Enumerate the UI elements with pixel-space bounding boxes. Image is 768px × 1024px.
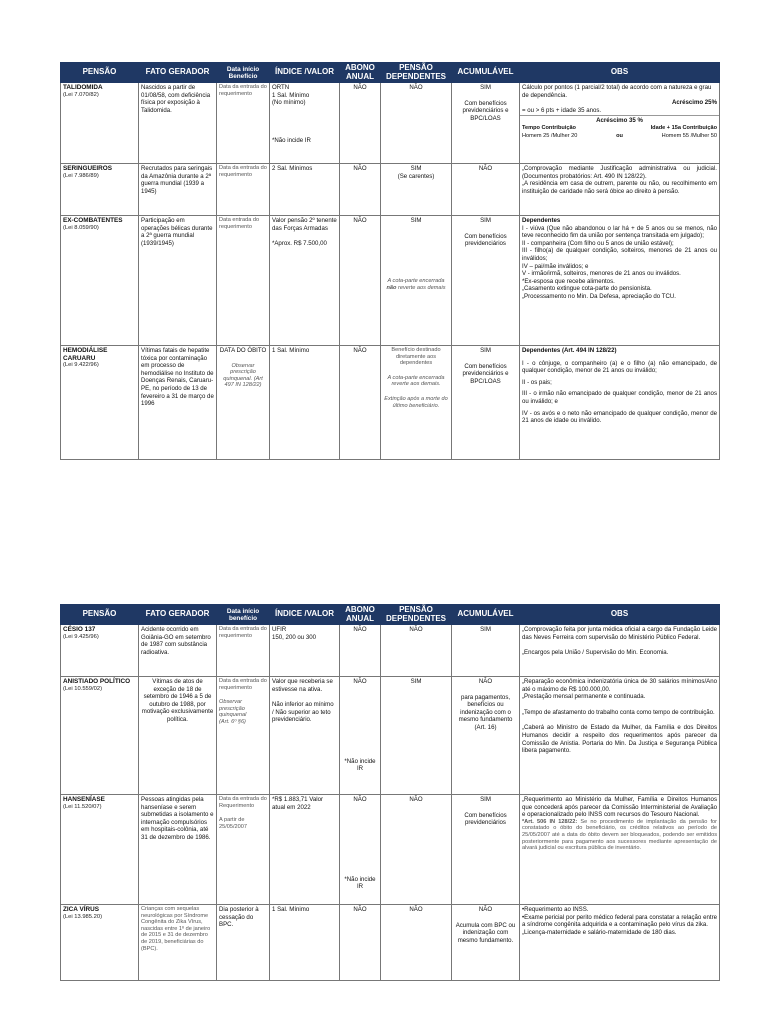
header-abono: ABONO ANUAL (340, 63, 381, 83)
data-inicio: Data da entrada do requerimento (217, 83, 270, 164)
abono-anual: NÃO (340, 346, 381, 460)
obs: „Comprovação feita por junta médica oficial a cargo da Fundação Leide das Neves Ferreira com supervisão do Ministério Público Federal. „Encargos pela União / Supervisão do Min. Economia. (520, 625, 720, 677)
indice-valor: Valor que receberia se estivesse na ativa. Não inferior ao mínimo / Não superior ao teto previdenciário. (270, 677, 340, 795)
abono-anual: NÃO *Não incide IR (340, 795, 381, 905)
header-indice: ÍNDICE /VALOR (270, 605, 340, 625)
indice-valor: Valor pensão 2º tenente das Forças Armadas *Aprox. R$ 7.500,00 (270, 216, 340, 346)
acumulavel: SIM Com benefícios previdenciários (452, 216, 520, 346)
pension-name: ZICA VÍRUS (Lei 13.985.20) (61, 905, 139, 981)
header-obs: OBS (520, 63, 720, 83)
table-header-row (61, 63, 720, 83)
acumulavel: NÃO para pagamentos, benefícios ou indenização com o mesmo fundamento (Art. 16) (452, 677, 520, 795)
data-inicio: Data da entrada do requerimento (217, 164, 270, 216)
data-inicio: Data da entrada do requerimento Observar prescrição quinquenal (Art. 6º §6) (217, 677, 270, 795)
pensao-dependentes: NÃO (381, 625, 452, 677)
indice-valor: 1 Sal. Mínimo (270, 346, 340, 460)
table-row (61, 677, 720, 795)
header-acumulavel: ACUMULÁVEL (452, 605, 520, 625)
acumulavel: SIM Com benefícios previdenciários e BPC/LOAS (452, 346, 520, 460)
obs: „Reparação econômica indenizatória única de 30 salários mínimos/Ano até o máximo de R$ 100.000,00. „Prestação mensal permanente e continuada. „Tempo de afastamento do trabalho conta como tempo de contribuição. „Caberá ao Ministro de Estado da Mulher, da Família e dos Direitos Humanos decidir a respeito dos requerimentos após parecer da Comissão de Anistia. Portaria do Min. Da Justiça e Segurança Pública libera pagamento. (520, 677, 720, 795)
indice-valor: *R$ 1.883,71 Valor atual em 2022 (270, 795, 340, 905)
fato-gerador: Nascidos a partir de 01/08/58, com deficiência física por exposição à Talidomida. (139, 83, 217, 164)
pensao-dependentes: NÃO (381, 83, 452, 164)
table-row (61, 216, 720, 346)
acumulavel: SIM Com benefícios previdenciários e BPC/LOAS (452, 83, 520, 164)
table-row (61, 795, 720, 905)
abono-anual: NÃO (340, 164, 381, 216)
indice-valor: UFIR 150, 200 ou 300 (270, 625, 340, 677)
pension-name: HANSENÍASE (Lei 11.520/07) (61, 795, 139, 905)
table-row (61, 164, 720, 216)
header-obs: OBS (520, 605, 720, 625)
header-data-inicio: Data início benefício (217, 605, 270, 625)
header-acumulavel: ACUMULÁVEL (452, 63, 520, 83)
header-pensao: PENSÃO (61, 63, 139, 83)
fato-gerador: Crianças com sequelas neurológicas por Síndrome Congênita do Zika Vírus, nascidas entre 1º de janeiro de 2015 e 31 de dezembro de 2019, beneficiárias do (BPC). (139, 905, 217, 981)
acumulavel: SIM Com benefícios previdenciários (452, 795, 520, 905)
data-inicio: Data da entrada do Requerimento A partir de 25/05/2007 (217, 795, 270, 905)
table-row (61, 625, 720, 677)
pensao-dependentes: NÃO (381, 795, 452, 905)
pensao-dependentes: SIM A cota-parte encerrada não reverte aos demais (381, 216, 452, 346)
indice-valor: ORTN 1 Sal. Mínimo (No mínimo) *Não incide IR (270, 83, 340, 164)
acumulavel: NÃO Acumula com BPC ou indenização com mesmo fundamento. (452, 905, 520, 981)
abono-anual: NÃO (340, 216, 381, 346)
abono-anual: NÃO (340, 905, 381, 981)
pension-table-1 (60, 62, 720, 460)
table-row (61, 83, 720, 164)
obs: Dependentes I - viúva (Que não abandonou o lar há + de 5 anos ou se menos, não teve reconhecido fim da união por sentença transitada em julgado); II - companheira (Com filho ou 5 anos de união estável); III - filho(a) de qualquer condição, solteiros, menores de 21 anos ou inválidos; IV – pai/mãe inválidos; e V - irmão/irmã, solteiros, menores de 21 anos ou inválidos. *Ex-esposa que recebe alimentos. „Casamento extingue cota-parte do pensionista. „Processamento no Min. Da Defesa, apreciação do TCU. (520, 216, 720, 346)
fato-gerador: Recrutados para seringais da Amazônia durante a 2ª guerra mundial (1939 a 1945) (139, 164, 217, 216)
obs: Cálculo por pontos (1 parcial/2 total) de acordo com a natureza e grau de dependência. Acréscimo 25% = ou > 6 pts + idade 35 anos. Acréscimo 35 % Tempo Contribuição Idade + 15a Contribuição Homem 25 /Mulher 20 ou Homem 55 /Mulher 50 (520, 83, 720, 164)
table-row (61, 346, 720, 460)
header-pensao: PENSÃO (61, 605, 139, 625)
header-data-inicio: Data início Benefício (217, 63, 270, 83)
pension-name: CÉSIO 137 (Lei 9.425/96) (61, 625, 139, 677)
fato-gerador: Vítimas fatais de hepatite tóxica por contaminação em processo de hemodiálise no Instituto de Doenças Renais, Caruaru-PE, no período de 13 de fevereiro a 31 de março de 1996 (139, 346, 217, 460)
pensao-dependentes: SIM (381, 677, 452, 795)
pension-name: EX-COMBATENTES (Lei 8.059/90) (61, 216, 139, 346)
fato-gerador: Pessoas atingidas pela hanseníase e serem submetidas a isolamento e internação compulsórios em hospitais-colônia, até 31 de dezembro de 1986. (139, 795, 217, 905)
indice-valor: 2 Sal. Mínimos (270, 164, 340, 216)
obs: „Comprovação mediante Justificação administrativa ou judicial. (Documentos probatórios: Art. 490 IN 128/22). „A residência em casa de outrem, parente ou não, ou recolhimento em instituição de caridade não será óbice ao direito à pensão. (520, 164, 720, 216)
table-row (61, 905, 720, 981)
obs: „Requerimento ao Ministério da Mulher, Família e Direitos Humanos que concederá após parecer da Comissão Interministerial de Avaliação e operacionalizado pelo INSS com recursos do Tesouro Nacional. *Art. 506 IN 128/22: Se no procedimento de implantação da pensão for constatado o óbito do beneficiário, os créditos relativos ao período de 25/05/2007 até a data do óbito devem ser bloqueados, podendo ser emitidos posteriormente para pagamento aos sucessores mediante apresentação de alvará judicial ou escritura pública de inventário. (520, 795, 720, 905)
pensao-dependentes: NÃO (381, 905, 452, 981)
header-indice: ÍNDICE /VALOR (270, 63, 340, 83)
indice-valor: 1 Sal. Mínimo (270, 905, 340, 981)
data-inicio: Dia posterior à cessação do BPC. (217, 905, 270, 981)
pension-name: TALIDOMIDA (Lei 7.070/82) (61, 83, 139, 164)
fato-gerador: Participação em operações bélicas durante a 2ª guerra mundial (1939/1945) (139, 216, 217, 346)
pension-name: SERINGUEIROS (Lei 7.986/89) (61, 164, 139, 216)
data-inicio: Data entrada do requerimento (217, 216, 270, 346)
pension-name: ANISTIADO POLÍTICO (Lei 10.559/02) (61, 677, 139, 795)
obs: Dependentes (Art. 494 IN 128/22) I - o cônjuge, o companheiro (a) e o filho (a) não emancipado, de qualquer condição, menor de 21 anos ou inválido; II - os pais; III - o irmão não emancipado de qualquer condição, menor de 21 anos ou inválido; e IV - os avós e o neto não emancipado de qualquer condição, menor de 21 anos de idade ou inválido. (520, 346, 720, 460)
obs: •Requerimento ao INSS. •Exame pericial por perito médico federal para constatar a relação entre a síndrome congênita adquirida e a contaminação pelo vírus da zika. „Licença-maternidade e salário-maternidade de 180 dias. (520, 905, 720, 981)
abono-anual: NÃO *Não incide IR (340, 677, 381, 795)
abono-anual: NÃO (340, 625, 381, 677)
table-header-row (61, 605, 720, 625)
abono-anual: NÃO (340, 83, 381, 164)
pensao-dependentes: SIM (Se carentes) (381, 164, 452, 216)
data-inicio: Data da entrada do requerimento (217, 625, 270, 677)
pension-name: HEMODIÁLISE CARUARU (Lei 9.422/96) (61, 346, 139, 460)
data-inicio: DATA DO ÓBITO Observar prescrição quinquenal. (Art 497 IN 128/22) (217, 346, 270, 460)
header-dependentes: PENSÃO DEPENDENTES (381, 605, 452, 625)
header-fato-gerador: FATO GERADOR (139, 605, 217, 625)
pensao-dependentes: Benefício destinado diretamente aos dependentes A cota-parte encerrada reverte aos demais. Extinção após a morte do último beneficiário. (381, 346, 452, 460)
header-dependentes: PENSÃO DEPENDENTES (381, 63, 452, 83)
header-abono: ABONO ANUAL (340, 605, 381, 625)
pension-table-2 (60, 604, 720, 981)
acumulavel: SIM (452, 625, 520, 677)
acumulavel: NÃO (452, 164, 520, 216)
fato-gerador: Vítimas de atos de exceção de 18 de setembro de 1946 a 5 de outubro de 1988, por motivação exclusivamente política. (139, 677, 217, 795)
header-fato-gerador: FATO GERADOR (139, 63, 217, 83)
fato-gerador: Acidente ocorrido em Goiânia-GO em setembro de 1987 com substância radioativa. (139, 625, 217, 677)
